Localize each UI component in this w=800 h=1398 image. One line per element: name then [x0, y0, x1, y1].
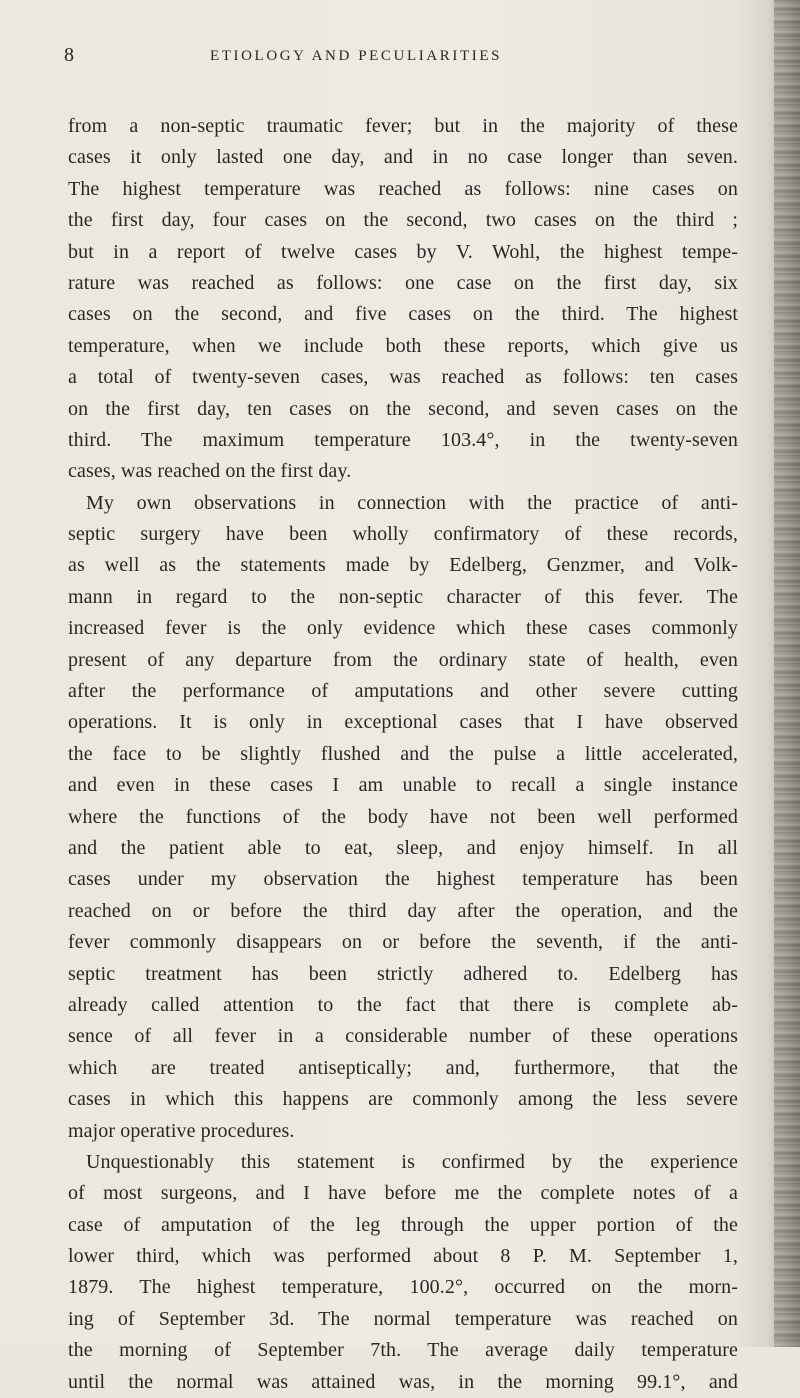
text-line: present of any departure from the ordinary state of health, even — [68, 648, 738, 671]
text-line: ing of September 3d. The normal temperature was reached on — [68, 1307, 738, 1330]
text-line: rature was reached as follows: one case on the first day, six — [68, 271, 738, 294]
text-line: The highest temperature was reached as follows: nine cases on — [68, 177, 738, 200]
text-line: and the patient able to eat, sleep, and enjoy himself. In all — [68, 836, 738, 859]
text-line: fever commonly disappears on or before the seventh, if the anti- — [68, 931, 738, 954]
page-header — [64, 44, 744, 66]
body-text — [68, 111, 738, 1398]
text-line: major operative procedures. — [68, 1119, 295, 1142]
text-line: Unquestionably this statement is confirmed by the experience — [86, 1150, 738, 1173]
text-line: the face to be slightly flushed and the pulse a little accelerated, — [68, 742, 738, 765]
text-line: increased fever is the only evidence which these cases commonly — [68, 617, 738, 640]
text-line: case of amputation of the leg through the upper portion of the — [68, 1213, 738, 1236]
text-line: operations. It is only in exceptional cases that I have observed — [68, 711, 738, 734]
text-line: temperature, when we include both these reports, which give us — [68, 334, 738, 357]
text-line: from a non-septic traumatic fever; but in the majority of these — [68, 115, 738, 137]
text-line: as well as the statements made by Edelberg, Genzmer, and Volk- — [68, 554, 738, 577]
text-line: until the normal was attained was, in the morning 99.1°, and — [68, 1370, 738, 1393]
text-line: 1879. The highest temperature, 100.2°, occurred on the morn- — [68, 1276, 738, 1299]
text-line: lower third, which was performed about 8 P. M. September 1, — [68, 1245, 738, 1268]
text-line: My own observations in connection with the practice of anti- — [86, 491, 738, 514]
text-line: septic treatment has been strictly adhered to. Edelberg has — [68, 962, 738, 985]
text-line: cases in which this happens are commonly among the less severe — [68, 1088, 738, 1111]
text-line: a total of twenty-seven cases, was reached as follows: ten cases — [68, 366, 738, 389]
text-line: cases it only lasted one day, and in no case longer than seven. — [68, 146, 738, 169]
text-line: cases under my observation the highest temperature has been — [68, 868, 738, 891]
text-line: already called attention to the fact that there is complete ab- — [68, 993, 738, 1016]
text-line: septic surgery have been wholly confirmatory of these records, — [68, 523, 738, 546]
text-line: after the performance of amputations and other severe cutting — [68, 680, 738, 703]
text-line: but in a report of twelve cases by V. Wohl, the highest tempe- — [68, 240, 738, 263]
page-number: 8 — [64, 44, 74, 66]
text-line: on the first day, ten cases on the second, and seven cases on the — [68, 397, 738, 420]
running-head: ETIOLOGY AND PECULIARITIES — [210, 48, 503, 64]
text-line: of most surgeons, and I have before me the complete notes of a — [68, 1182, 738, 1205]
text-line: mann in regard to the non-septic character of this fever. The — [68, 585, 738, 608]
page-edge — [774, 0, 800, 1347]
text-line: cases, was reached on the first day. — [68, 460, 352, 483]
text-line: reached on or before the third day after the operation, and the — [68, 899, 738, 922]
text-line: sence of all fever in a considerable number of these operations — [68, 1025, 738, 1048]
text-line: which are treated antiseptically; and, furthermore, that the — [68, 1056, 738, 1079]
text-line: the first day, four cases on the second, two cases on the third ; — [68, 209, 738, 232]
text-line: cases on the second, and five cases on the third. The highest — [68, 303, 738, 326]
text-line: third. The maximum temperature 103.4°, in the twenty-seven — [68, 428, 738, 451]
text-line: the morning of September 7th. The average daily temperature — [68, 1339, 738, 1362]
text-line: where the functions of the body have not been well performed — [68, 805, 738, 828]
text-line: and even in these cases I am unable to recall a single instance — [68, 774, 738, 797]
